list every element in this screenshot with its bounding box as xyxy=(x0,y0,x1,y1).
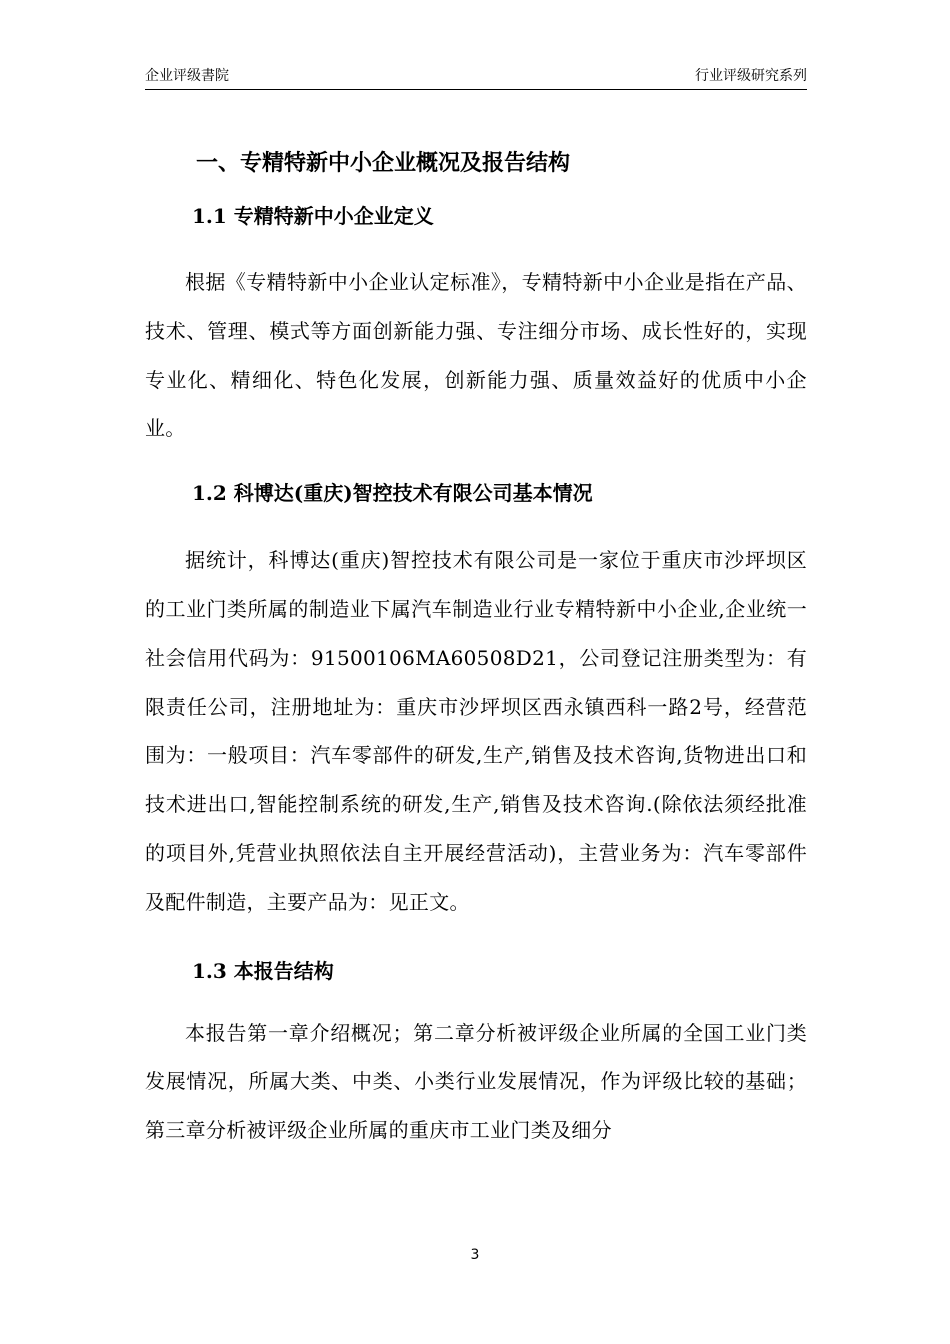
page-header xyxy=(145,66,807,86)
section-heading-1-2: 1.2 科博达(重庆)智控技术有限公司基本情况 xyxy=(192,481,593,506)
chapter-title: 一、专精特新中小企业概况及报告结构 xyxy=(196,150,571,176)
section-heading-1-1: 1.1 专精特新中小企业定义 xyxy=(192,204,434,228)
page-number: 3 xyxy=(470,1247,480,1263)
section-paragraph-1-2: 据统计，科博达(重庆)智控技术有限公司是一家位于重庆市沙坪坝区的工业门类所属的制造业下属汽车制造业行业专精特新中小企业,企业统一社会信用代码为：91500106MA60508D21，公司登记注册类型为：有限责任公司，注册地址为：重庆市沙坪坝区西永镇西科一路2号，经营范围为：一般项目：汽车零部件的研发,生产,销售及技术咨询,货物进出口和技术进出口,智能控制系统的研发,生产,销售及技术咨询.(除依法须经批准的项目外,凭营业执照依法自主开展经营活动)，主营业务为：汽车零部件及配件制造，主要产品为：见正文。 xyxy=(145,548,807,914)
section-paragraph-1-1: 根据《专精特新中小企业认定标准》，专精特新中小企业是指在产品、技术、管理、模式等方面创新能力强、专注细分市场、成长性好的，实现专业化、精细化、特色化发展，创新能力强、质量效益好的优质中小企业。 xyxy=(145,270,807,441)
header-divider xyxy=(145,89,807,90)
header-series: 行业评级研究系列 xyxy=(695,68,807,84)
section-heading-1-3: 1.3 本报告结构 xyxy=(192,958,334,983)
document-body xyxy=(145,140,807,1155)
header-publisher: 企业评级書院 xyxy=(145,68,229,84)
section-paragraph-1-3: 本报告第一章介绍概况；第二章分析被评级企业所属的全国工业门类发展情况，所属大类、中类、小类行业发展情况，作为评级比较的基础；第三章分析被评级企业所属的重庆市工业门类及细分 xyxy=(145,1020,807,1143)
